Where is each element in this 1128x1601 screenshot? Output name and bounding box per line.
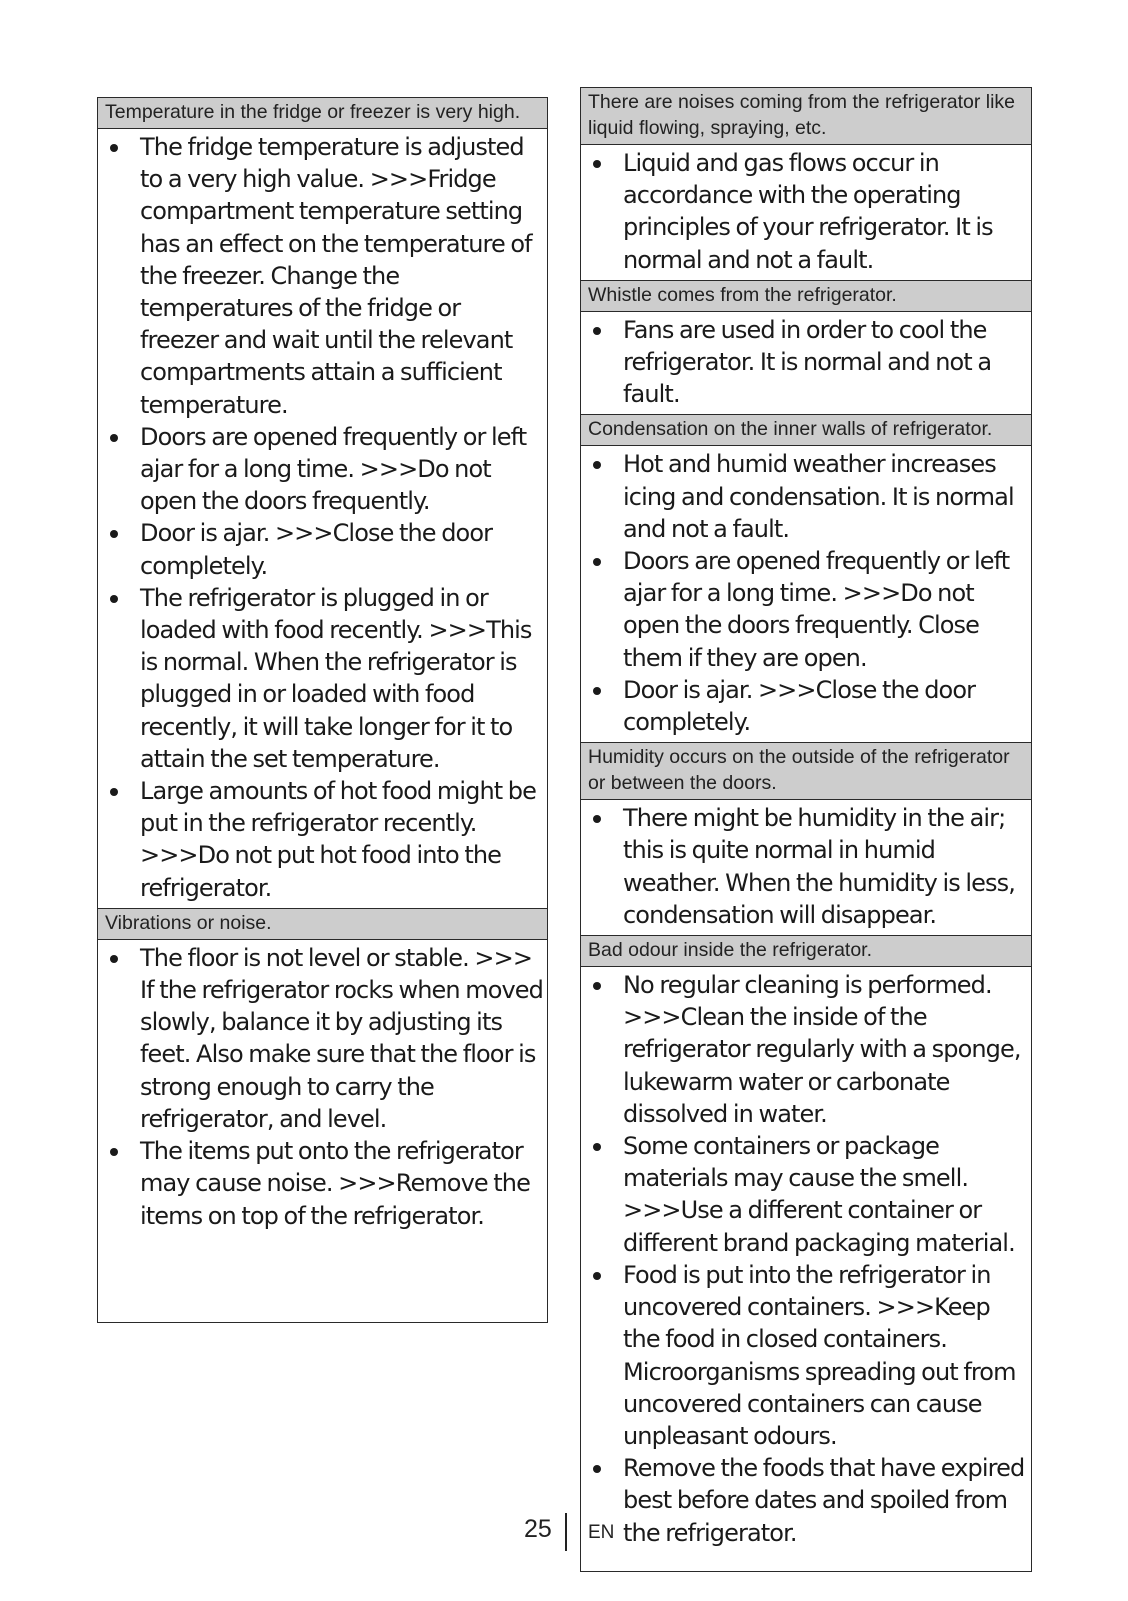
issue-header: Whistle comes from the refrigerator. [581,280,1031,312]
issue-section [581,88,1031,280]
solution-item: Fans are used in order to cool the refrigerator. It is normal and not a fault. [581,314,1027,411]
issue-section [581,742,1031,935]
solution-item: The refrigerator is plugged in or loaded with food recently. >>>This is normal. When the refrigerator is plugged in or loaded with food recently, it will take longer for it to attain the set temperature. [98,582,543,775]
solution-item: There might be humidity in the air; this is quite normal in humid weather. When the humidity is less, condensation will disappear. [581,802,1027,931]
issue-header: Temperature in the fridge or freezer is very high. [98,98,547,129]
issue-header: Condensation on the inner walls of refrigerator. [581,414,1031,446]
troubleshooting-column-right [580,87,1032,1572]
solution-item: Door is ajar. >>>Close the door completely. [581,674,1027,738]
issue-header: There are noises coming from the refrigerator like liquid flowing, spraying, etc. [581,88,1031,145]
solution-item: The items put onto the refrigerator may cause noise. >>>Remove the items on top of the refrigerator. [98,1135,543,1232]
solution-item: Large amounts of hot food might be put in the refrigerator recently. >>>Do not put hot food into the refrigerator. [98,775,543,904]
page-number: 25 [524,1515,552,1543]
solution-list [581,314,1031,415]
issue-header: Bad odour inside the refrigerator. [581,935,1031,967]
solution-item: Liquid and gas flows occur in accordance with the operating principles of your refrigerator. It is normal and not a fault. [581,147,1027,276]
troubleshooting-column-left [97,97,548,1323]
issue-section [581,935,1031,1553]
issue-header: Humidity occurs on the outside of the refrigerator or between the doors. [581,742,1031,800]
solution-list [581,147,1031,280]
solution-item: Doors are opened frequently or left ajar for a long time. >>>Do not open the doors frequently. Close them if they are open. [581,545,1027,674]
issue-section [581,280,1031,415]
language-code: EN [588,1522,615,1543]
solution-list [98,131,547,908]
solution-item: The floor is not level or stable. >>> If the refrigerator rocks when moved slowly, balance it by adjusting its feet. Also make sure that the floor is strong enough to carry the refrigerator, and level. [98,942,543,1135]
solution-item: Remove the foods that have expired best before dates and spoiled from the refrigerator. [581,1452,1027,1549]
issue-section [581,414,1031,742]
issue-header: Vibrations or noise. [98,908,547,940]
solution-item: Some containers or package materials may cause the smell. >>>Use a different container or different brand packaging material. [581,1130,1027,1259]
solution-list [98,942,547,1236]
solution-item: No regular cleaning is performed. >>>Clean the inside of the refrigerator regularly with a sponge, lukewarm water or carbonate dissolved in water. [581,969,1027,1130]
solution-item: Hot and humid weather increases icing and condensation. It is normal and not a fault. [581,448,1027,545]
solution-list [581,448,1031,742]
solution-list [581,802,1031,935]
solution-item: Doors are opened frequently or left ajar for a long time. >>>Do not open the doors frequently. [98,421,543,518]
footer-divider [565,1513,567,1551]
issue-section [98,98,547,908]
solution-item: Food is put into the refrigerator in uncovered containers. >>>Keep the food in closed containers. Microorganisms spreading out from uncovered containers can cause unpleasant odours. [581,1259,1027,1452]
issue-section [98,908,547,1236]
solution-item: Door is ajar. >>>Close the door completely. [98,517,543,581]
solution-item: The fridge temperature is adjusted to a very high value. >>>Fridge compartment temperature setting has an effect on the temperature of the freezer. Change the temperatures of the fridge or freezer and wait until the relevant compartments attain a sufficient temperature. [98,131,543,421]
solution-list [581,969,1031,1553]
